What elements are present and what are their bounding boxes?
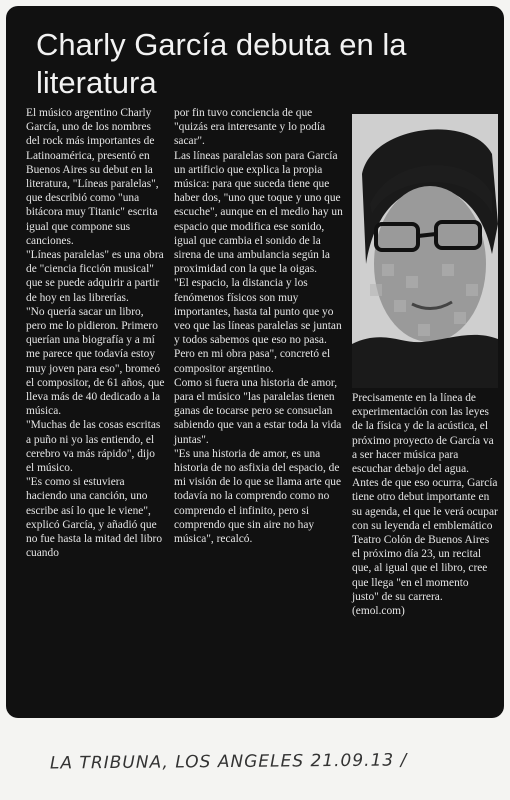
paragraph: "Es una historia de amor, es una historia de no asfixia del espacio, de mi visión de lo que se llama arte que todavía no la comprendo como no comprendo el infinito, pero si comprendo que sin aire no hay música", recalcó. [174, 447, 342, 546]
handwritten-source-note: LA TRIBUNA, LOS ANGELES 21.09.13 / [49, 750, 408, 774]
paragraph: por fin tuvo conciencia de que "quizás era interesante y lo podía sacar". [174, 107, 326, 148]
article-column-3 [352, 391, 498, 618]
portrait-photo-graphic [352, 114, 498, 388]
paragraph: "No quería sacar un libro, pero me lo pidieron. Primero querían una biografía y a mí me parece que todavía estoy muy joven para eso", bromeó el compositor, de 61 años, que lleva más de 40 dedicado a la música. [26, 305, 165, 418]
paragraph: Como si fuera una historia de amor, para el músico "las paralelas tienen ganas de tocarse pero se consuelan sabiendo que van a estar toda la vida juntas". [174, 376, 342, 446]
paragraph: Precisamente en la línea de experimentación con las leyes de la física y de la acústica, el próximo proyecto de García va a ser hacer música para escuchar debajo del agua. [352, 392, 494, 476]
paragraph: "Es como si estuviera haciendo una canción, uno escribe así lo que le viene", explicó García, y añadió que no fue hasta la mitad del libro cuando [26, 476, 163, 560]
article-column-1 [26, 106, 166, 561]
paragraph: El músico argentino Charly García, uno de los nombres del rock más importantes de Latinoamérica, presentó en Buenos Aires su debut en la literatura, "Líneas paralelas", que describió como "una bitácora muy Titanic" escrita igual que compone sus canciones. [26, 107, 159, 247]
paragraph: Antes de que eso ocurra, García tiene otro debut importante en su agenda, el que le verá ocupar con su leyenda el emblemático Teatro Colón de Buenos Aires el próximo día 23, un recital que, al igual que el libro, cree que llega "en el momento justo" de su carrera. [352, 477, 498, 603]
source-credit: (emol.com) [352, 605, 405, 618]
paragraph: "Muchas de las cosas escritas a puño ni yo las entiendo, el cerebro va más rápido", dijo el músico. [26, 419, 161, 475]
paragraph: "El espacio, la distancia y los fenómenos físicos son muy importantes, hasta tal punto que yo veo que las líneas paralelas se juntan y todos sabemos que eso no pasa. Pero en mi obra pasa", concretó el compositor argentino. [174, 277, 342, 375]
portrait-photo [352, 114, 498, 388]
paragraph: "Líneas paralelas" es una obra de "ciencia ficción musical" que se puede adquirir a partir de hoy en las librerías. [26, 249, 164, 304]
newspaper-clipping [6, 6, 504, 718]
paragraph: Las líneas paralelas son para García un artificio que explica la propia música: para que suceda tiene que haber dos, "uno que toque y uno que escuche", aunque en el medio hay un espacio que modifica ese sonido, igual que cambia el sonido de la sirena de una ambulancia según la proximidad con la que la oigas. [174, 149, 343, 276]
headline: Charly García debuta en la literatura [36, 27, 407, 100]
article-column-2 [174, 106, 344, 546]
